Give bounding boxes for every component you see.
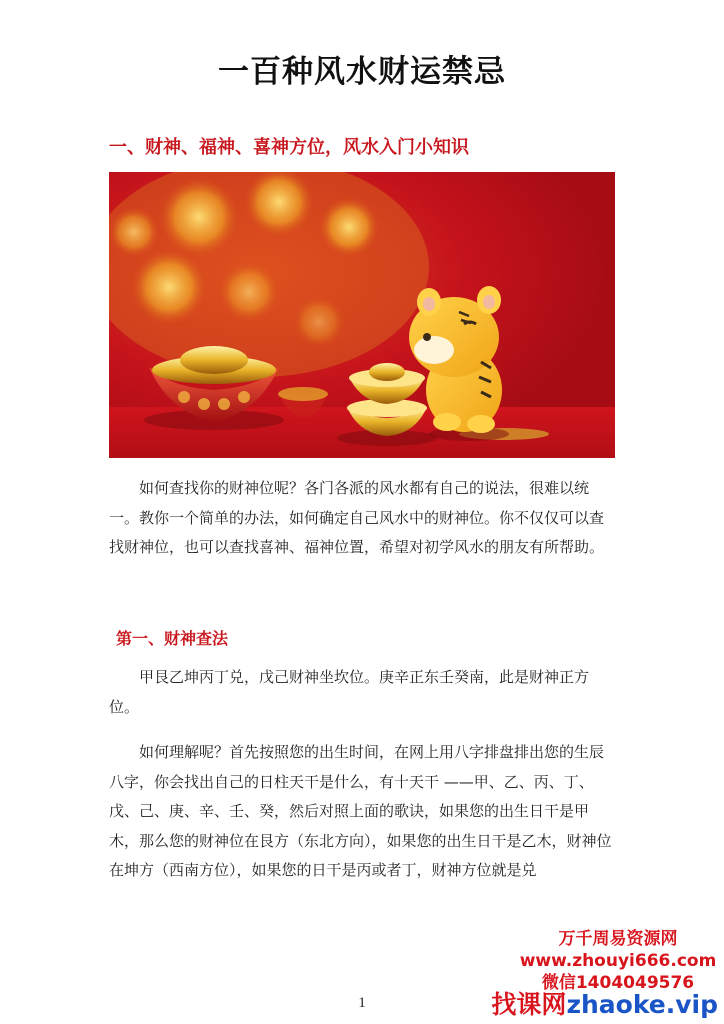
watermark-logo xyxy=(491,985,718,1021)
page-title: 一百种风水财运禁忌 xyxy=(218,54,506,90)
page-number: 1 xyxy=(358,995,366,1011)
watermark-site-name: 万千周易资源网 xyxy=(558,929,678,949)
watermark-logo-en: zhaoke.vip xyxy=(566,990,718,1019)
verse-paragraph: 甲艮乙坤丙丁兑，戊己财神坐坎位。庚辛正东壬癸南，此是财神正方位。 xyxy=(109,668,590,716)
hero-image-gold-ingots-tiger xyxy=(109,172,615,458)
explanation-paragraph: 如何理解呢？首先按照您的出生时间，在网上用八字排盘排出您的生辰八字，你会找出自己的日柱天干是什么，有十天干 ——甲、乙、丙、丁、戊、己、庚、辛、壬、癸，然后对照上面的歌诀，如果您的出生日干是甲木，那么您的财神位在艮方（东北方向），如果您的出生日干是乙木，财神位在坤方（西南方位），如果您的日干是丙或者丁，财神方位就是兑 xyxy=(109,743,612,879)
watermark-wechat: 微信1404049576 xyxy=(541,973,695,993)
watermark-url: www.zhouyi666.com xyxy=(519,951,717,971)
watermark-logo-cn: 找课网 xyxy=(491,990,567,1019)
sub-heading: 第一、财神查法 xyxy=(116,629,229,648)
intro-paragraph: 如何查找你的财神位呢？各门各派的风水都有自己的说法，很难以统一。教你一个简单的办法，如何确定自己风水中的财神位。你不仅仅可以查找财神位，也可以查找喜神、福神位置，希望对初学风水的朋友有所帮助。 xyxy=(109,479,605,556)
section-heading: 一、财神、福神、喜神方位，风水入门小知识 xyxy=(109,137,469,158)
